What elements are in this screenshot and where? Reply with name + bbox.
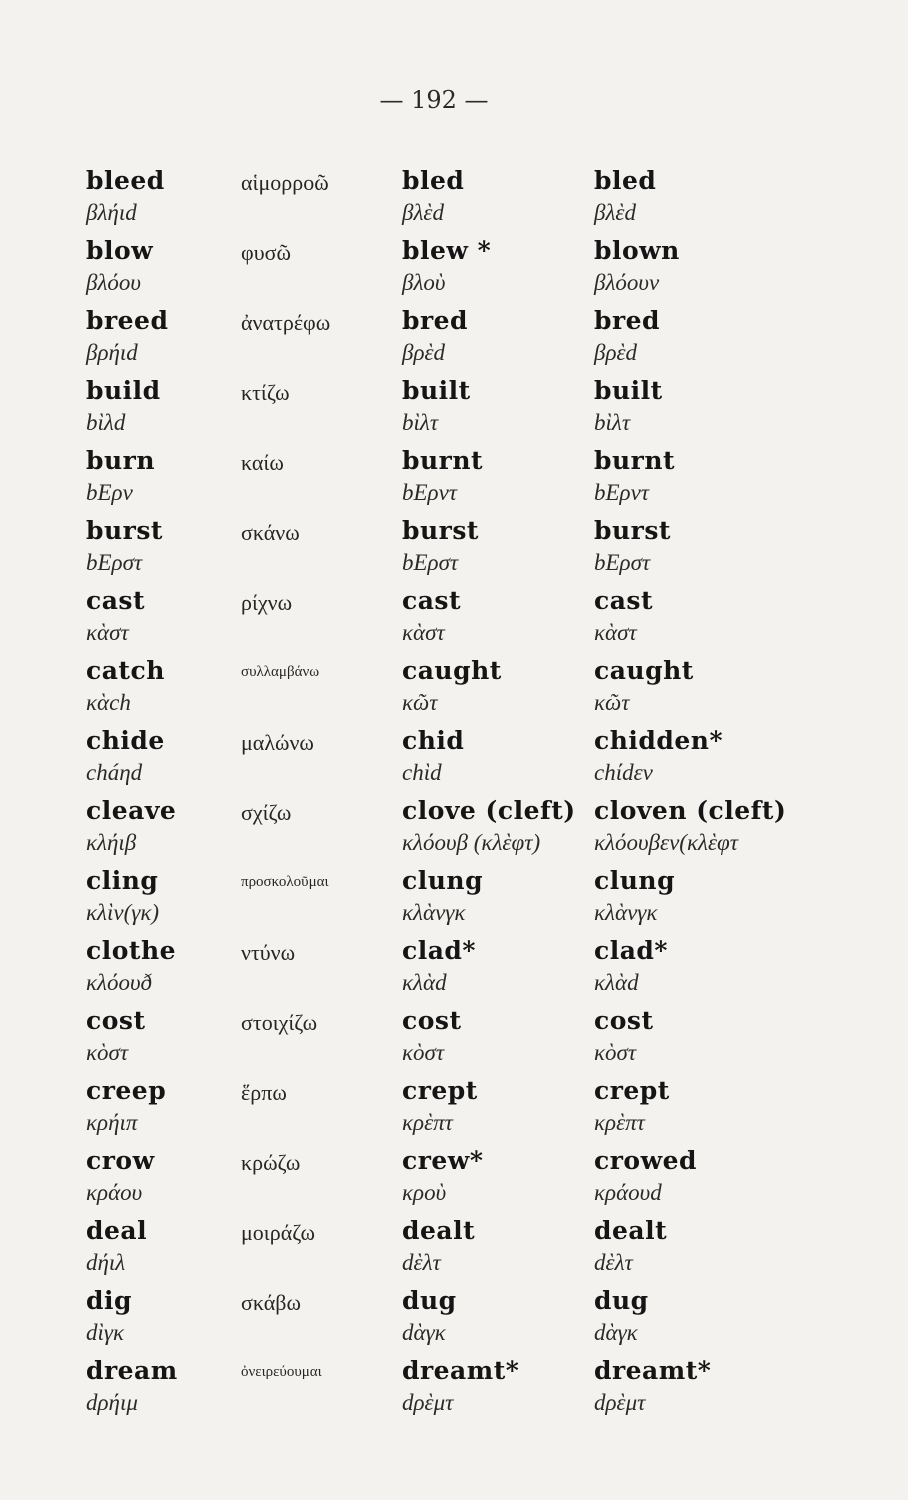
verb-base: dig	[86, 1286, 132, 1315]
verb-participle-pronunciation: βλὲd	[594, 200, 636, 225]
verb-entry	[86, 1350, 806, 1420]
verb-participle-pronunciation: βρὲd	[594, 340, 638, 365]
greek-translation: ντύνω	[241, 940, 296, 965]
verb-past-pronunciation: bΕρντ	[402, 480, 458, 505]
verb-base: deal	[86, 1216, 148, 1245]
verb-past: dug	[402, 1286, 457, 1315]
verb-participle-pronunciation: κράουd	[594, 1180, 662, 1205]
verb-base: creep	[86, 1076, 167, 1105]
verb-participle: caught	[594, 656, 694, 685]
greek-translation: προσκολοῦμαι	[241, 874, 329, 890]
verb-past: clad*	[402, 936, 476, 965]
verb-participle-pronunciation: dὲλτ	[594, 1250, 633, 1275]
verb-base: burst	[86, 516, 163, 545]
verb-past: cost	[402, 1006, 462, 1035]
greek-translation: μαλώνω	[241, 730, 314, 755]
verb-base: cast	[86, 586, 146, 615]
verb-participle-pronunciation: κλὰνγκ	[594, 900, 658, 925]
greek-translation: σκάνω	[241, 520, 300, 545]
verb-entry	[86, 650, 806, 720]
verb-participle: clung	[594, 866, 676, 895]
verb-past-pronunciation: βρὲd	[402, 340, 446, 365]
verb-base: bleed	[86, 166, 165, 195]
verb-base: catch	[86, 656, 165, 685]
verb-base-pronunciation: bΕρστ	[86, 550, 143, 575]
verb-participle-pronunciation: bΕρστ	[594, 550, 651, 575]
verb-past-pronunciation: bΕρστ	[402, 550, 459, 575]
greek-translation: φυσῶ	[241, 240, 291, 265]
verb-past-pronunciation: κλὰd	[402, 970, 447, 995]
verb-past-pronunciation: βλοὺ	[402, 270, 446, 295]
verb-base: breed	[86, 306, 169, 335]
verb-entry	[86, 1210, 806, 1280]
verb-base-pronunciation: κὰch	[86, 690, 131, 715]
verb-participle: cast	[594, 586, 654, 615]
verb-base-pronunciation: κλὶν(γκ)	[86, 900, 160, 925]
verb-participle: cloven (cleft)	[594, 796, 787, 825]
verb-past-pronunciation: κὸστ	[402, 1040, 445, 1065]
verb-base: dream	[86, 1356, 178, 1385]
verb-base: clothe	[86, 936, 177, 965]
greek-translation: καίω	[241, 450, 284, 475]
greek-translation: ἀνατρέφω	[241, 310, 331, 335]
verb-past-pronunciation: chὶd	[402, 760, 442, 785]
verb-base-pronunciation: κὸστ	[86, 1040, 129, 1065]
verb-entry	[86, 370, 806, 440]
verb-base-pronunciation: bὶλd	[86, 410, 126, 435]
greek-translation: συλλαμβάνω	[241, 664, 320, 680]
verb-base-pronunciation: κρήιπ	[86, 1110, 138, 1135]
verb-entry	[86, 1000, 806, 1070]
greek-translation: μοιράζω	[241, 1220, 316, 1245]
verb-past: dealt	[402, 1216, 476, 1245]
verb-past-pronunciation: bὶλτ	[402, 410, 439, 435]
verb-entry	[86, 720, 806, 790]
verb-participle: dreamt*	[594, 1356, 712, 1385]
greek-translation: κτίζω	[241, 380, 290, 405]
verb-past-pronunciation: κλὰνγκ	[402, 900, 466, 925]
verb-base: crow	[86, 1146, 155, 1175]
verb-participle-pronunciation: dρὲμτ	[594, 1390, 646, 1415]
verb-base: blow	[86, 236, 154, 265]
verb-participle-pronunciation: κὸστ	[594, 1040, 637, 1065]
verb-entry	[86, 1280, 806, 1350]
verb-entry	[86, 860, 806, 930]
verb-past-pronunciation: βλὲd	[402, 200, 444, 225]
verb-past-pronunciation: dὲλτ	[402, 1250, 441, 1275]
verb-past-pronunciation: dὰγκ	[402, 1320, 446, 1345]
verb-table	[86, 160, 806, 1420]
verb-past: crew*	[402, 1146, 484, 1175]
verb-entry	[86, 440, 806, 510]
verb-participle: burst	[594, 516, 671, 545]
verb-past-pronunciation: κῶτ	[402, 690, 438, 715]
verb-base-pronunciation: dήιλ	[86, 1250, 126, 1275]
verb-past: built	[402, 376, 471, 405]
verb-entry	[86, 580, 806, 650]
verb-base: build	[86, 376, 161, 405]
verb-entry	[86, 300, 806, 370]
verb-entry	[86, 230, 806, 300]
verb-past: chid	[402, 726, 465, 755]
verb-entry	[86, 160, 806, 230]
greek-translation: σκάβω	[241, 1290, 301, 1315]
verb-participle: bred	[594, 306, 661, 335]
verb-participle-pronunciation: κλὰd	[594, 970, 639, 995]
verb-base: chide	[86, 726, 165, 755]
greek-translation: ἕρπω	[241, 1080, 287, 1105]
verb-participle: crept	[594, 1076, 670, 1105]
verb-base: cleave	[86, 796, 177, 825]
verb-past: bred	[402, 306, 469, 335]
greek-translation: στοιχίζω	[241, 1010, 318, 1035]
verb-participle-pronunciation: κὰστ	[594, 620, 637, 645]
verb-base: cling	[86, 866, 159, 895]
verb-base-pronunciation: κλήιβ	[86, 830, 137, 855]
verb-base-pronunciation: βλήιd	[86, 200, 137, 225]
verb-participle-pronunciation: κρὲπτ	[594, 1110, 645, 1135]
verb-participle: bled	[594, 166, 657, 195]
verb-base-pronunciation: dὶγκ	[86, 1320, 124, 1345]
verb-entry	[86, 1070, 806, 1140]
verb-base-pronunciation: βρήιd	[86, 340, 138, 365]
greek-translation: σχίζω	[241, 800, 292, 825]
verb-participle: dug	[594, 1286, 649, 1315]
greek-translation: ρίχνω	[241, 590, 293, 615]
verb-participle-pronunciation: bὶλτ	[594, 410, 631, 435]
verb-past-pronunciation: κλόουβ (κλὲφτ)	[402, 830, 541, 855]
verb-entry	[86, 1140, 806, 1210]
verb-participle: chidden*	[594, 726, 724, 755]
verb-past-pronunciation: κὰστ	[402, 620, 445, 645]
verb-participle-pronunciation: bΕρντ	[594, 480, 650, 505]
verb-past: burnt	[402, 446, 484, 475]
verb-past: burst	[402, 516, 479, 545]
verb-participle-pronunciation: κλόουβεν(κλὲφτ	[594, 830, 738, 855]
verb-base: cost	[86, 1006, 146, 1035]
verb-past: clove (cleft)	[402, 796, 576, 825]
verb-participle-pronunciation: chίdεν	[594, 760, 653, 785]
verb-base-pronunciation: κράου	[86, 1180, 143, 1205]
verb-past: cast	[402, 586, 462, 615]
verb-base-pronunciation: cháηd	[86, 760, 143, 785]
verb-participle: crowed	[594, 1146, 697, 1175]
greek-translation: ὀνειρεύουμαι	[241, 1364, 322, 1380]
greek-translation: αἱμορροῶ	[241, 170, 329, 195]
verb-entry	[86, 790, 806, 860]
verb-participle: dealt	[594, 1216, 668, 1245]
greek-translation: κρώζω	[241, 1150, 301, 1175]
verb-participle-pronunciation: dὰγκ	[594, 1320, 638, 1345]
verb-past: dreamt*	[402, 1356, 520, 1385]
verb-past: crept	[402, 1076, 478, 1105]
verb-past-pronunciation: κροὺ	[402, 1180, 447, 1205]
verb-past-pronunciation: dρὲμτ	[402, 1390, 454, 1415]
verb-entry	[86, 510, 806, 580]
verb-base-pronunciation: κὰστ	[86, 620, 129, 645]
verb-base-pronunciation: κλόουð	[86, 970, 153, 995]
verb-base-pronunciation: dρήιμ	[86, 1390, 138, 1415]
verb-participle: cost	[594, 1006, 654, 1035]
verb-participle: built	[594, 376, 663, 405]
verb-base-pronunciation: βλόου	[86, 270, 141, 295]
verb-participle: burnt	[594, 446, 676, 475]
verb-base-pronunciation: bΕρν	[86, 480, 133, 505]
verb-participle-pronunciation: κῶτ	[594, 690, 630, 715]
verb-past: caught	[402, 656, 502, 685]
verb-past: clung	[402, 866, 484, 895]
verb-entry	[86, 930, 806, 1000]
verb-participle: blown	[594, 236, 680, 265]
page-number: — 192 —	[379, 86, 489, 114]
verb-participle: clad*	[594, 936, 668, 965]
verb-participle-pronunciation: βλόουν	[594, 270, 660, 295]
verb-base: burn	[86, 446, 156, 475]
verb-past: blew *	[402, 236, 492, 265]
verb-past-pronunciation: κρὲπτ	[402, 1110, 453, 1135]
verb-past: bled	[402, 166, 465, 195]
